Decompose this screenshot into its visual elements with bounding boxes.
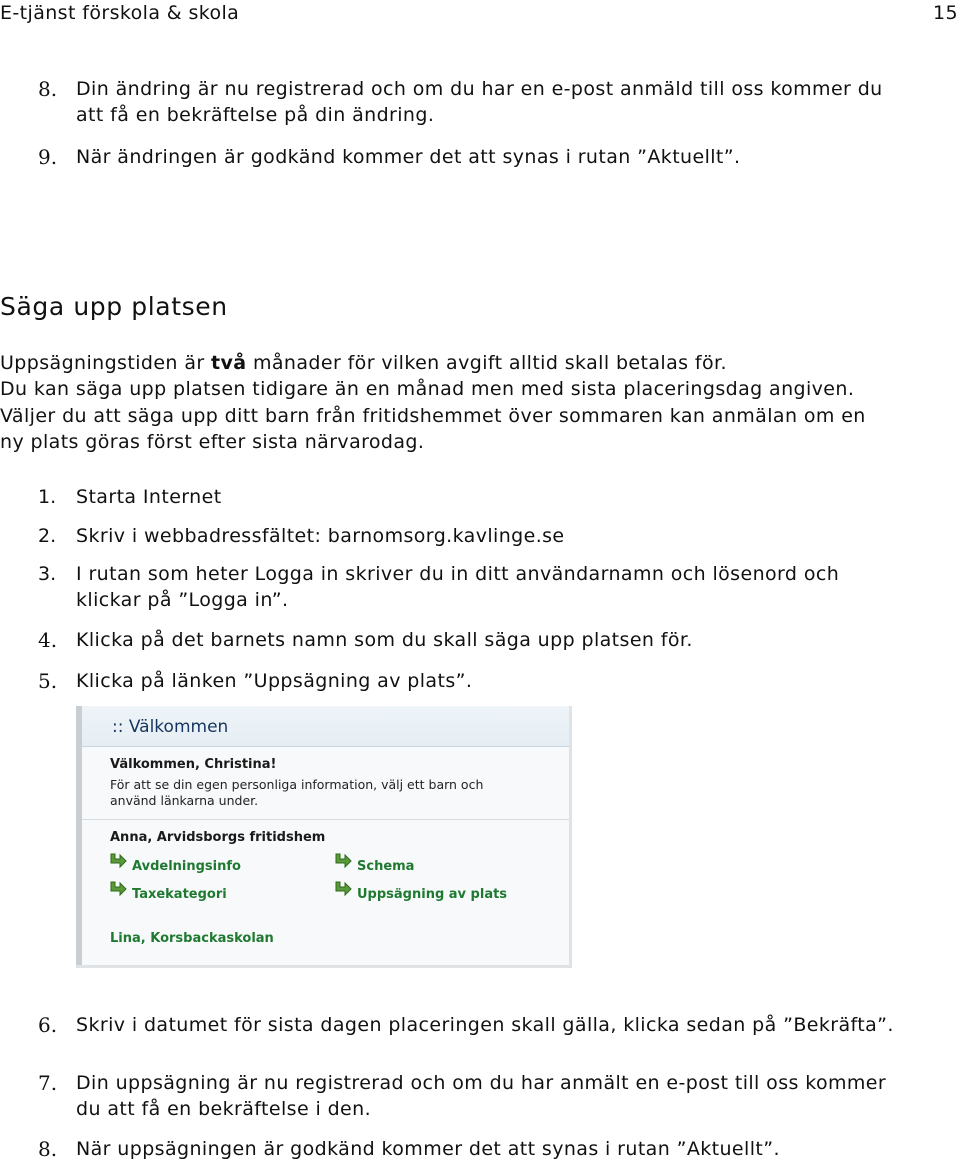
paragraph-text: Uppsägningstiden är bbox=[0, 352, 212, 374]
screenshot-right-border bbox=[569, 706, 572, 968]
paragraph-line: Du kan säga upp platsen tidigare än en månad men med sista placeringsdag angiven. bbox=[0, 378, 855, 400]
paragraph-line: Väljer du att säga upp ditt barn från fritidshemmet över sommaren kan anmälan om en bbox=[0, 405, 866, 427]
step-text: klickar på ”Logga in”. bbox=[76, 589, 289, 611]
step-number: 4. bbox=[38, 628, 58, 652]
intro-line: använd länkarna under. bbox=[110, 793, 259, 808]
step-number: 2. bbox=[38, 525, 57, 547]
step-text: Klicka på det barnets namn som du skall säga upp platsen för. bbox=[76, 629, 693, 651]
step-text: du att få en bekräftelse i den. bbox=[76, 1098, 372, 1120]
step-number: 5. bbox=[38, 669, 58, 693]
section-heading: Säga upp platsen bbox=[0, 292, 228, 321]
link-schema[interactable]: Schema bbox=[357, 859, 415, 874]
step-number: 8. bbox=[38, 1137, 58, 1161]
step-text: Klicka på länken ”Uppsägning av plats”. bbox=[76, 670, 473, 692]
link-arrow-icon bbox=[108, 880, 128, 898]
screenshot-bottom-border bbox=[76, 965, 572, 968]
screenshot-title: :: Välkommen bbox=[112, 717, 229, 737]
link-arrow-icon bbox=[333, 880, 353, 898]
link-uppsagning-av-plats[interactable]: Uppsägning av plats bbox=[357, 887, 508, 902]
welcome-greeting: Välkommen, Christina! bbox=[110, 757, 277, 772]
divider bbox=[82, 819, 569, 820]
screenshot-title-bar bbox=[82, 706, 569, 747]
emphasis-text: två bbox=[211, 352, 247, 374]
step-text: Skriv i datumet för sista dagen placeringen skall gälla, klicka sedan på ”Bekräfta”. bbox=[76, 1014, 894, 1036]
step-text: Din ändring är nu registrerad och om du har en e-post anmäld till oss kommer du bbox=[76, 78, 883, 100]
embedded-screenshot bbox=[76, 706, 572, 968]
step-text: När uppsägningen är godkänd kommer det att synas i rutan ”Aktuellt”. bbox=[76, 1138, 780, 1160]
link-taxekategori[interactable]: Taxekategori bbox=[132, 887, 227, 902]
step-text: Din uppsägning är nu registrerad och om du har anmält en e-post till oss kommer bbox=[76, 1072, 887, 1094]
step-text: att få en bekräftelse på din ändring. bbox=[76, 104, 435, 126]
step-number: 1. bbox=[38, 486, 57, 508]
link-avdelningsinfo[interactable]: Avdelningsinfo bbox=[132, 859, 241, 874]
step-text: Starta Internet bbox=[76, 486, 222, 508]
child-name-link[interactable]: Lina, Korsbackaskolan bbox=[110, 931, 274, 946]
step-text: Skriv i webbadressfältet: barnomsorg.kavlinge.se bbox=[76, 525, 565, 547]
link-arrow-icon bbox=[333, 852, 353, 870]
paragraph-line: ny plats göras först efter sista närvarodag. bbox=[0, 431, 425, 453]
step-number: 7. bbox=[38, 1071, 58, 1095]
step-number: 9. bbox=[38, 145, 58, 169]
link-arrow-icon bbox=[108, 852, 128, 870]
step-number: 6. bbox=[38, 1013, 58, 1037]
child-name: Anna, Arvidsborgs fritidshem bbox=[110, 830, 326, 845]
step-text: När ändringen är godkänd kommer det att synas i rutan ”Aktuellt”. bbox=[76, 146, 741, 168]
step-number: 3. bbox=[38, 563, 57, 585]
intro-line: För att se din egen personliga information, välj ett barn och bbox=[110, 777, 484, 792]
step-text: I rutan som heter Logga in skriver du in ditt användarnamn och lösenord och bbox=[76, 563, 840, 585]
page-number: 15 bbox=[933, 2, 958, 24]
paragraph-line bbox=[0, 350, 727, 376]
step-number: 8. bbox=[38, 77, 58, 101]
document-header-title: E-tjänst förskola & skola bbox=[0, 2, 240, 24]
paragraph-text: månader för vilken avgift alltid skall betalas för. bbox=[246, 352, 727, 374]
